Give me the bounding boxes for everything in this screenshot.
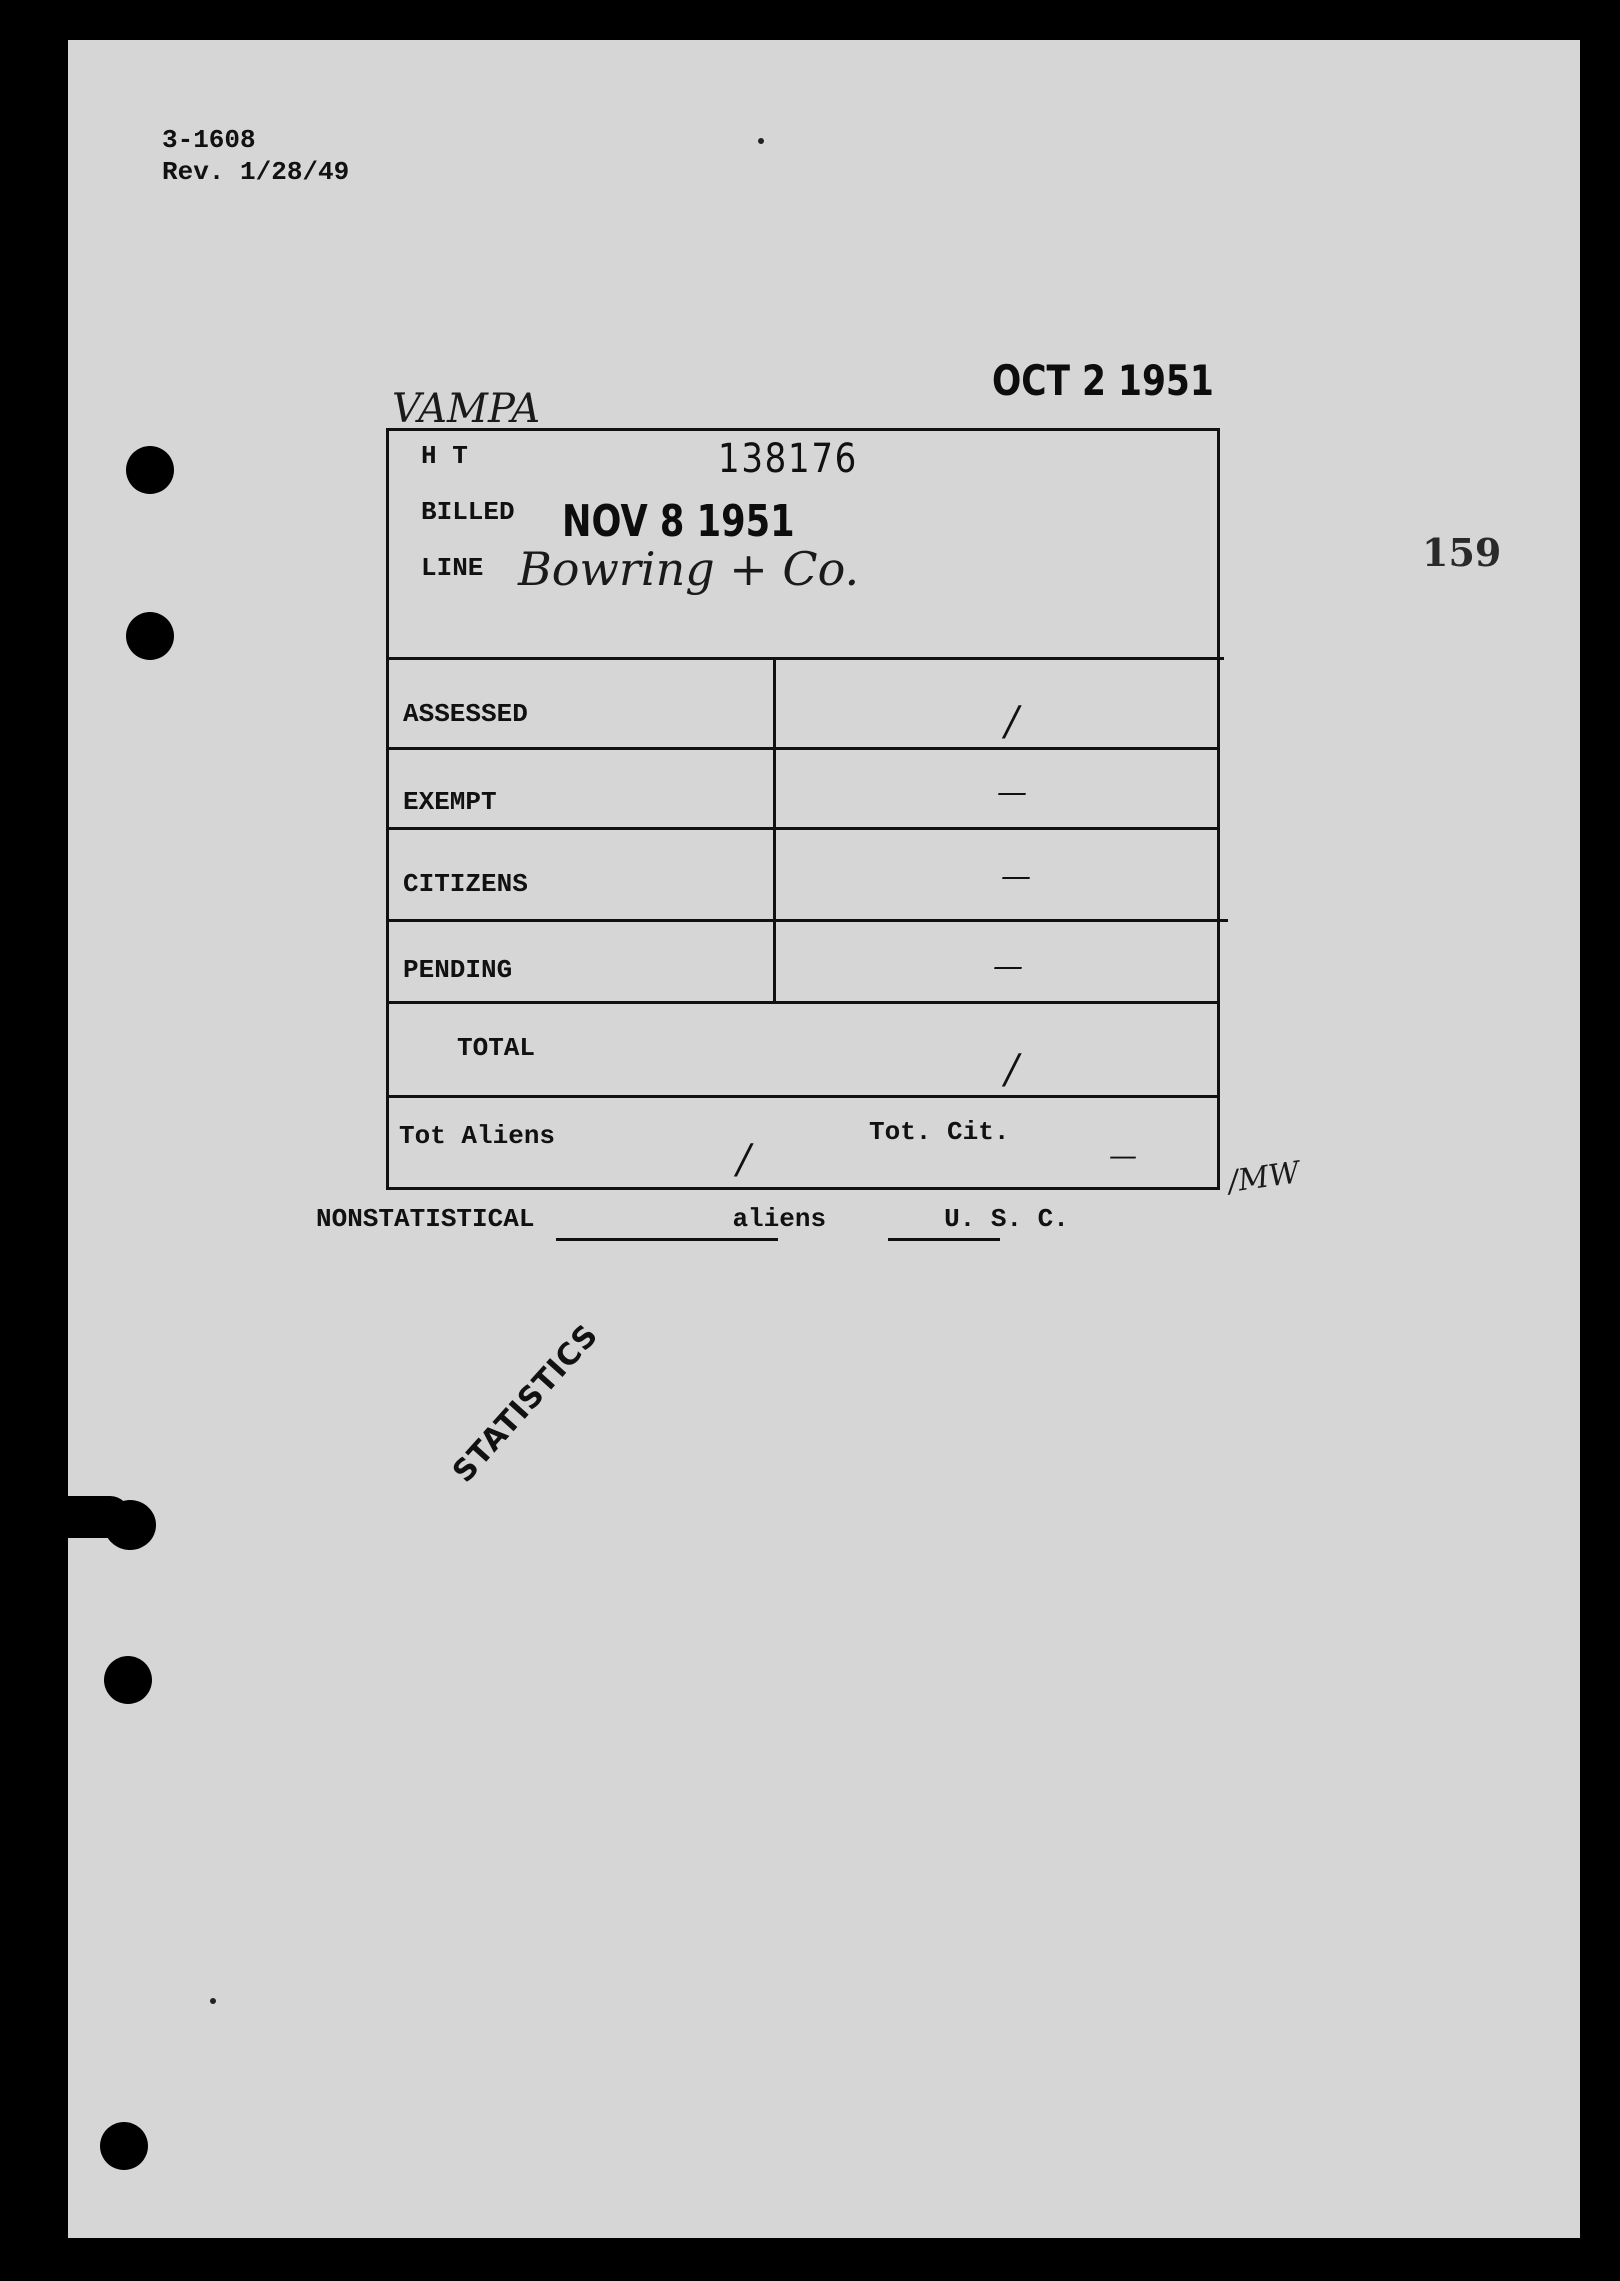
edge-tab-mark [50, 1496, 130, 1538]
tot-cit-value: — [1109, 1139, 1137, 1172]
line-label: LINE [421, 553, 484, 583]
pending-value: — [993, 949, 1023, 984]
tot-aliens-value: / [737, 1137, 751, 1183]
column-divider [773, 657, 776, 1001]
billed-label: BILLED [421, 497, 515, 527]
received-date-stamp: OCT 2 1951 [992, 356, 1214, 405]
aliens-label: aliens [732, 1204, 827, 1234]
punch-hole [126, 446, 174, 494]
form-number-text: 3-1608 [162, 125, 256, 155]
usc-label: U. S. C. [944, 1204, 1069, 1234]
handwritten-note: VAMPA [392, 386, 541, 432]
pending-label: PENDING [403, 955, 513, 985]
exempt-label: EXEMPT [403, 787, 497, 817]
tot-aliens-label: Tot Aliens [399, 1121, 556, 1151]
form-revision: Rev. 1/28/49 [162, 157, 350, 187]
punch-hole [100, 2122, 148, 2170]
total-value: / [1005, 1047, 1019, 1093]
punch-hole [126, 612, 174, 660]
page-number: 159 [1422, 530, 1502, 575]
divider [386, 1001, 1220, 1004]
speck [758, 138, 764, 144]
citizens-label: CITIZENS [403, 869, 528, 899]
tot-cit-label: Tot. Cit. [869, 1117, 1010, 1147]
exempt-value: — [997, 775, 1027, 810]
form-number [162, 124, 349, 188]
ht-number: 138176 [718, 436, 858, 482]
assessed-label: ASSESSED [403, 699, 528, 729]
ht-label: H T [421, 441, 468, 471]
total-label: TOTAL [457, 1033, 536, 1063]
divider [386, 1095, 1220, 1098]
speck [210, 1998, 216, 2004]
divider [386, 657, 1224, 660]
citizens-value: — [1001, 859, 1031, 894]
divider [386, 919, 1228, 922]
nonstatistical-line [316, 1204, 1069, 1234]
aliens-blank-line [556, 1238, 778, 1241]
assessed-value: / [1005, 699, 1019, 745]
billed-date-stamp: NOV 8 1951 [562, 496, 795, 547]
statistics-stamp: STATISTICS [446, 1317, 606, 1490]
nonstatistical-label: NONSTATISTICAL [316, 1204, 535, 1234]
usc-blank-line [888, 1238, 1000, 1241]
divider [386, 747, 1220, 750]
initials-handwriting: /MW [1225, 1155, 1302, 1200]
divider [386, 827, 1220, 830]
punch-hole [104, 1656, 152, 1704]
line-handwriting: Bowring + Co. [518, 542, 860, 596]
